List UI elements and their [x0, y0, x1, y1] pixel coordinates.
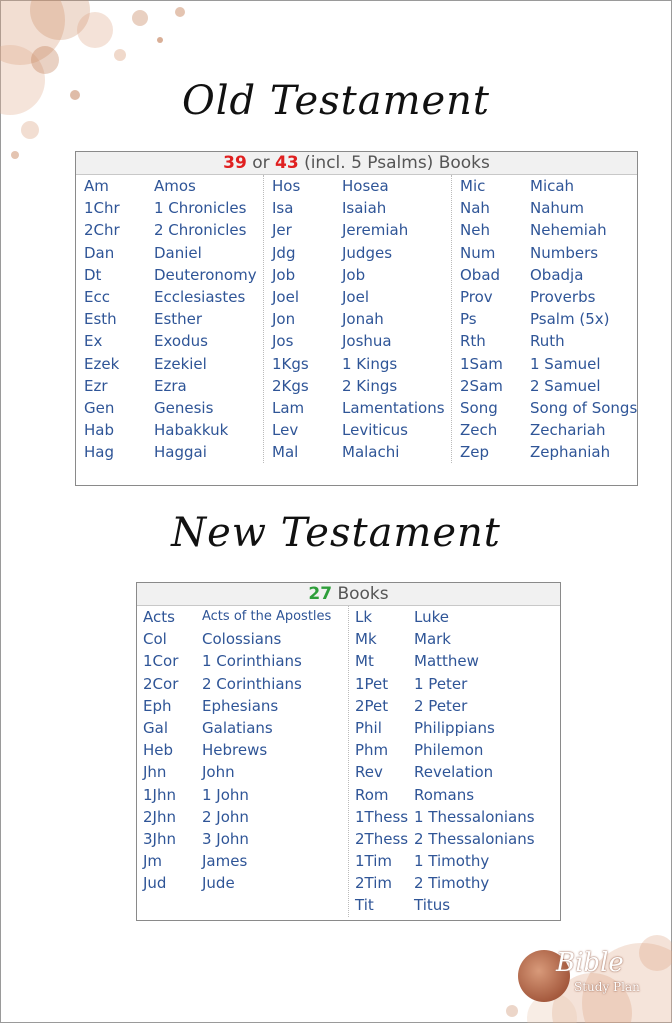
book-name: 1 Chronicles [154, 199, 247, 218]
book-abbreviation: Jdg [272, 243, 296, 262]
book-name: 1 Corinthians [202, 652, 302, 671]
book-abbreviation: Rev [355, 763, 383, 782]
book-abbreviation: Lk [355, 608, 373, 626]
book-row [76, 308, 263, 330]
book-abbreviation: 2Kgs [272, 376, 309, 395]
book-name: James [202, 852, 248, 871]
book-name: Numbers [530, 243, 599, 262]
book-row [349, 673, 560, 695]
book-abbreviation: Prov [460, 287, 493, 306]
book-abbreviation: Joel [272, 287, 299, 306]
book-abbreviation: Ezr [84, 376, 108, 395]
book-row [264, 419, 451, 441]
book-abbreviation: Hab [84, 421, 114, 440]
book-abbreviation: Mal [272, 443, 299, 462]
book-name: 2 Thessalonians [414, 829, 535, 848]
book-abbreviation: Jm [143, 852, 163, 871]
book-abbreviation: 2Chr [84, 221, 120, 240]
book-row [349, 739, 560, 761]
book-name: 2 Peter [414, 696, 468, 715]
book-abbreviation: Mt [355, 652, 374, 671]
book-row [264, 375, 451, 397]
book-abbreviation: 1Chr [84, 199, 120, 218]
book-abbreviation: Zech [460, 421, 498, 440]
book-name: Jeremiah [342, 221, 409, 240]
book-abbreviation: 1Tim [355, 852, 393, 871]
book-row [137, 784, 348, 806]
book-name: Habakkuk [154, 421, 229, 440]
book-name: Jude [202, 874, 235, 893]
book-name: Leviticus [342, 421, 408, 440]
new-testament-columns [137, 606, 560, 917]
book-row [452, 264, 639, 286]
book-name: Proverbs [530, 287, 596, 306]
book-row [264, 219, 451, 241]
book-name: Haggai [154, 443, 207, 462]
book-row [76, 419, 263, 441]
book-abbreviation: Eph [143, 696, 172, 715]
book-abbreviation: Col [143, 630, 167, 649]
book-name: Joel [342, 287, 369, 306]
book-abbreviation: Phm [355, 741, 389, 760]
book-row [76, 286, 263, 308]
book-row [76, 330, 263, 352]
book-name: Esther [154, 310, 203, 329]
book-abbreviation: Job [272, 265, 296, 284]
book-row [452, 286, 639, 308]
book-name: Nehemiah [530, 221, 607, 240]
book-row [349, 894, 560, 916]
old_testament-column-group [263, 175, 451, 463]
book-abbreviation: Mk [355, 630, 377, 649]
book-row [137, 739, 348, 761]
book-name: Job [342, 265, 366, 284]
book-name: Luke [414, 608, 449, 626]
old_testament-column-group [76, 175, 263, 463]
book-abbreviation: 2Tim [355, 874, 393, 893]
bible-study-plan-logo [518, 948, 658, 1008]
book-row [349, 828, 560, 850]
book-row [452, 375, 639, 397]
book-name: Acts of the Apostles [202, 609, 332, 624]
book-row [452, 419, 639, 441]
logo-script-text: Bible [556, 948, 624, 978]
book-abbreviation: 1Thess [355, 807, 409, 826]
book-abbreviation: 1Cor [143, 652, 179, 671]
book-row [349, 695, 560, 717]
book-name: 3 John [202, 829, 249, 848]
book-row [264, 197, 451, 219]
book-row [76, 397, 263, 419]
book-name: Joshua [342, 332, 392, 351]
book-row [264, 441, 451, 463]
book-name: Philemon [414, 741, 484, 760]
book-abbreviation: Nah [460, 199, 490, 218]
book-abbreviation: 1Pet [355, 674, 389, 693]
book-name: Galatians [202, 718, 273, 737]
book-abbreviation: Isa [272, 199, 294, 218]
book-row [76, 264, 263, 286]
book-row [137, 761, 348, 783]
book-name: Ezekiel [154, 354, 207, 373]
book-abbreviation: Heb [143, 741, 174, 760]
book-abbreviation: Esth [84, 310, 117, 329]
book-abbreviation: Tit [355, 896, 374, 915]
book-abbreviation: Gal [143, 718, 168, 737]
book-abbreviation: Phil [355, 718, 382, 737]
book-row [137, 828, 348, 850]
book-name: Zephaniah [530, 443, 611, 462]
book-name: Romans [414, 785, 475, 804]
book-abbreviation: Dt [84, 265, 102, 284]
book-name: Obadja [530, 265, 584, 284]
book-abbreviation: Neh [460, 221, 490, 240]
ot-header-rest: (incl. 5 Psalms) Books [304, 153, 490, 173]
book-abbreviation: Obad [460, 265, 501, 284]
book-name: Ezra [154, 376, 187, 395]
book-name: John [202, 763, 235, 782]
book-abbreviation: Jer [272, 221, 292, 240]
book-name: Judges [342, 243, 393, 262]
book-row [137, 673, 348, 695]
book-name: Song of Songs [530, 398, 638, 417]
book-abbreviation: Jos [272, 332, 294, 351]
book-abbreviation: Dan [84, 243, 115, 262]
book-name: Jonah [342, 310, 384, 329]
book-abbreviation: Jhn [143, 763, 167, 782]
book-abbreviation: 2Thess [355, 829, 409, 848]
book-abbreviation: Ezek [84, 354, 120, 373]
book-name: Lamentations [342, 398, 445, 417]
book-row [452, 197, 639, 219]
book-name: Hosea [342, 177, 389, 195]
old-testament-table-header [76, 152, 637, 175]
book-abbreviation: Ecc [84, 287, 110, 306]
book-name: Zechariah [530, 421, 606, 440]
book-name: Ecclesiastes [154, 287, 246, 306]
book-name: Malachi [342, 443, 400, 462]
book-name: Deuteronomy [154, 265, 257, 284]
nt-header-rest: Books [337, 584, 389, 604]
book-row [137, 850, 348, 872]
book-name: 1 John [202, 785, 249, 804]
new-testament-table [136, 582, 561, 921]
book-abbreviation: Ex [84, 332, 103, 351]
book-row [452, 397, 639, 419]
book-abbreviation: Jon [272, 310, 296, 329]
book-row [137, 606, 348, 628]
book-row [349, 806, 560, 828]
book-row [137, 695, 348, 717]
book-abbreviation: Ps [460, 310, 477, 329]
new-testament-heading: New Testament [171, 510, 501, 556]
book-name: 2 Timothy [414, 874, 490, 893]
book-row [264, 286, 451, 308]
book-abbreviation: 2Pet [355, 696, 389, 715]
book-abbreviation: Mic [460, 177, 486, 195]
book-row [264, 330, 451, 352]
book-name: 1 Timothy [414, 852, 490, 871]
logo-subtitle-text: Study Plan [574, 980, 640, 994]
book-row [349, 850, 560, 872]
book-name: Hebrews [202, 741, 268, 760]
book-row [137, 872, 348, 894]
book-name: 2 Samuel [530, 376, 601, 395]
new_testament-column-group [348, 606, 560, 917]
book-row [264, 175, 451, 197]
book-name: 1 Kings [342, 354, 398, 373]
ot-count-39: 39 [223, 153, 247, 173]
book-row [264, 397, 451, 419]
book-row [76, 219, 263, 241]
book-name: Matthew [414, 652, 479, 671]
book-abbreviation: 1Jhn [143, 785, 176, 804]
book-name: Genesis [154, 398, 214, 417]
book-row [349, 606, 560, 628]
book-row [264, 264, 451, 286]
book-name: Ruth [530, 332, 565, 351]
book-name: 1 Peter [414, 674, 468, 693]
book-name: Mark [414, 630, 451, 649]
book-name: Micah [530, 177, 575, 195]
book-row [264, 353, 451, 375]
ot-count-43: 43 [275, 153, 299, 173]
book-abbreviation: Rom [355, 785, 389, 804]
book-row [452, 353, 639, 375]
new_testament-column-group [137, 606, 348, 917]
book-abbreviation: Gen [84, 398, 115, 417]
book-name: Ephesians [202, 696, 279, 715]
book-abbreviation: 2Sam [460, 376, 503, 395]
book-name: Daniel [154, 243, 202, 262]
book-name: Exodus [154, 332, 208, 351]
book-name: Nahum [530, 199, 585, 218]
book-abbreviation: 1Sam [460, 354, 503, 373]
old-testament-columns [76, 175, 637, 463]
book-name: 2 John [202, 807, 249, 826]
old-testament-table [75, 151, 638, 486]
book-row [137, 717, 348, 739]
book-abbreviation: Song [460, 398, 498, 417]
book-row [76, 175, 263, 197]
book-abbreviation: Rth [460, 332, 486, 351]
book-abbreviation: 1Kgs [272, 354, 309, 373]
book-abbreviation: 2Cor [143, 674, 179, 693]
book-name: Philippians [414, 718, 495, 737]
book-row [349, 872, 560, 894]
book-name: 2 Kings [342, 376, 398, 395]
book-row [349, 717, 560, 739]
book-row [76, 375, 263, 397]
book-abbreviation: 2Jhn [143, 807, 176, 826]
book-abbreviation: Acts [143, 608, 175, 626]
book-row [452, 242, 639, 264]
nt-count-27: 27 [308, 584, 333, 604]
book-abbreviation: Jud [143, 874, 167, 893]
book-name: 1 Samuel [530, 354, 601, 373]
book-row [452, 175, 639, 197]
book-name: Colossians [202, 630, 282, 649]
book-name: Isaiah [342, 199, 387, 218]
book-abbreviation: Num [460, 243, 496, 262]
book-name: Titus [414, 896, 451, 915]
book-abbreviation: Lev [272, 421, 299, 440]
book-row [137, 650, 348, 672]
book-row [264, 242, 451, 264]
book-row [349, 628, 560, 650]
book-row [76, 242, 263, 264]
book-row [452, 330, 639, 352]
book-row [76, 441, 263, 463]
book-name: 1 Thessalonians [414, 807, 535, 826]
book-row [349, 784, 560, 806]
book-row [76, 353, 263, 375]
old_testament-column-group [451, 175, 639, 463]
book-name: 2 Corinthians [202, 674, 302, 693]
book-abbreviation: Am [84, 177, 109, 195]
book-row [349, 650, 560, 672]
book-row [137, 806, 348, 828]
book-row [452, 219, 639, 241]
book-row [76, 197, 263, 219]
book-name: Revelation [414, 763, 494, 782]
ot-or-text: or [252, 153, 270, 173]
new-testament-table-header [137, 583, 560, 606]
book-name: Amos [154, 177, 196, 195]
book-row [349, 761, 560, 783]
book-abbreviation: 3Jhn [143, 829, 176, 848]
book-name: 2 Chronicles [154, 221, 247, 240]
book-row [264, 308, 451, 330]
book-abbreviation: Hos [272, 177, 301, 195]
old-testament-heading: Old Testament [181, 78, 491, 124]
book-abbreviation: Hag [84, 443, 114, 462]
book-row [452, 441, 639, 463]
book-abbreviation: Lam [272, 398, 305, 417]
book-name: Psalm (5x) [530, 310, 610, 329]
book-row [452, 308, 639, 330]
book-row [137, 628, 348, 650]
book-abbreviation: Zep [460, 443, 490, 462]
